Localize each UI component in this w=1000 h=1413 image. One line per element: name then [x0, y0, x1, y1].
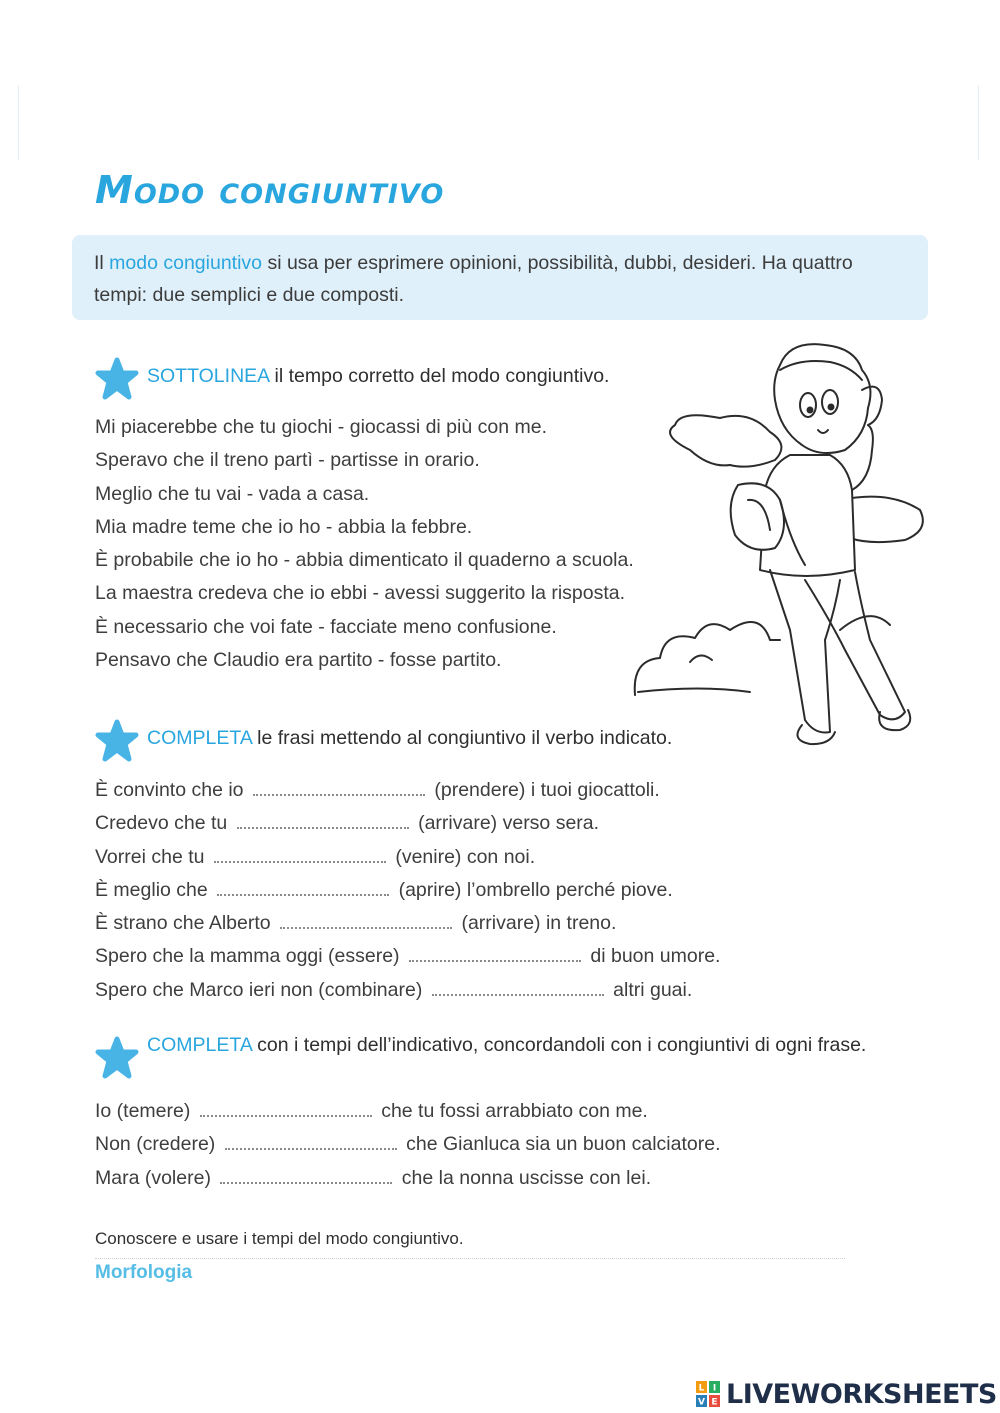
item-text-before: Mara (volere) — [95, 1166, 217, 1189]
exercise1-list — [95, 411, 634, 677]
fill-item — [95, 974, 720, 1007]
answer-blank[interactable] — [409, 946, 581, 962]
answer-blank[interactable] — [432, 980, 604, 996]
answer-blank[interactable] — [225, 1134, 397, 1150]
item-text-after: che Gianluca sia un buon calciatore. — [400, 1133, 721, 1156]
footer-objective: Conoscere e usare i tempi del modo congiuntivo. — [95, 1229, 464, 1248]
fill-item — [95, 807, 720, 840]
liveworksheets-brand[interactable] — [696, 1378, 997, 1410]
item-text-after: che tu fossi arrabbiato con me. — [375, 1100, 648, 1122]
fill-item — [95, 907, 720, 940]
answer-blank[interactable] — [220, 1168, 392, 1184]
answer-blank[interactable] — [214, 847, 386, 863]
item-text-before: Credevo che tu — [95, 812, 233, 835]
fill-item — [95, 774, 720, 807]
exercise3-keyword: COMPLETA — [147, 1034, 252, 1056]
item-text-before: È convinto che io — [95, 779, 249, 801]
item-text-before: È meglio che — [95, 878, 214, 901]
sentence-4[interactable]: Mia madre teme che io ho - abbia la febbre. — [95, 515, 473, 538]
svg-text:L: L — [698, 1383, 705, 1394]
fill-item — [95, 874, 720, 907]
item-text-before: Spero che la mamma oggi (essere) — [95, 945, 405, 968]
svg-text:V: V — [698, 1397, 705, 1407]
footer-divider — [95, 1258, 845, 1259]
exercise3-list — [95, 1095, 721, 1195]
answer-blank[interactable] — [200, 1101, 372, 1117]
item-text-after: (aprire) l’ombrello perché piove. — [393, 878, 673, 901]
exercise2-keyword: COMPLETA — [147, 727, 252, 749]
info-highlight: modo congiuntivo — [109, 252, 263, 274]
star-icon — [95, 357, 139, 401]
answer-blank[interactable] — [217, 880, 389, 896]
item-text-after: (venire) con noi. — [389, 845, 536, 868]
svg-text:E: E — [711, 1397, 718, 1407]
info-pre: Il — [94, 252, 110, 274]
item-text-before: Non (credere) — [95, 1133, 221, 1156]
sentence-3[interactable]: Meglio che tu vai - vada a casa. — [95, 482, 370, 505]
sentence-1[interactable]: Mi piacerebbe che tu giochi - giocassi di più con me. — [95, 416, 547, 438]
item-text-after: che la nonna uscisse con lei. — [396, 1166, 652, 1189]
sentence-2[interactable]: Speravo che il treno partì - partisse in orario. — [95, 449, 480, 472]
exercise3-instruction: con i tempi dell’indicativo, concordandoli con i congiuntivi di ogni frase. — [251, 1034, 867, 1056]
item-text-after: di buon umore. — [584, 945, 721, 968]
sentence-6[interactable]: La maestra credeva che io ebbi - avessi suggerito la risposta. — [95, 582, 626, 605]
fill-item — [95, 1128, 721, 1161]
star-icon — [95, 719, 139, 763]
sentence-5[interactable]: È probabile che io ho - abbia dimenticato il quaderno a scuola. — [95, 549, 634, 572]
item-text-before: Spero che Marco ieri non (combinare) — [95, 978, 428, 1001]
info-box — [72, 235, 928, 320]
sentence-8[interactable]: Pensavo che Claudio era partito - fosse partito. — [95, 649, 502, 672]
footer-section: Morfologia — [95, 1262, 193, 1283]
fill-item — [95, 940, 720, 973]
item-text-after: (arrivare) in treno. — [456, 912, 617, 935]
item-text-after: altri guai. — [607, 978, 693, 1001]
svg-text:I: I — [712, 1383, 717, 1394]
liveworksheets-logo-icon — [696, 1381, 720, 1407]
answer-blank[interactable] — [280, 913, 452, 929]
item-text-before: È strano che Alberto — [95, 912, 277, 935]
exercise2-instruction: le frasi mettendo al congiuntivo il verbo indicato. — [251, 727, 673, 749]
page-title: Modo congiuntivo — [95, 168, 445, 212]
item-text-after: (arrivare) verso sera. — [412, 812, 600, 835]
boy-illustration — [630, 340, 950, 755]
page-edge-left — [18, 85, 19, 160]
item-text-before: Vorrei che tu — [95, 845, 210, 868]
page-edge-right — [978, 85, 979, 160]
info-post: si usa per esprimere opinioni, possibilità, dubbi, desideri. Ha quattro tempi: due semplici e due composti. — [94, 252, 853, 306]
star-icon — [95, 1036, 139, 1080]
exercise2-list — [95, 774, 720, 1007]
brand-name: LIVEWORKSHEETS — [726, 1378, 997, 1410]
fill-item — [95, 841, 720, 874]
fill-item — [95, 1095, 721, 1128]
item-text-after: (prendere) i tuoi giocattoli. — [428, 779, 660, 801]
exercise1-keyword: SOTTOLINEA — [147, 365, 270, 387]
exercise1-instruction: il tempo corretto del modo congiuntivo. — [269, 365, 610, 387]
item-text-before: Io (temere) — [95, 1100, 196, 1122]
fill-item — [95, 1162, 721, 1195]
answer-blank[interactable] — [253, 780, 425, 796]
answer-blank[interactable] — [237, 813, 409, 829]
sentence-7[interactable]: È necessario che voi fate - facciate meno confusione. — [95, 615, 557, 638]
